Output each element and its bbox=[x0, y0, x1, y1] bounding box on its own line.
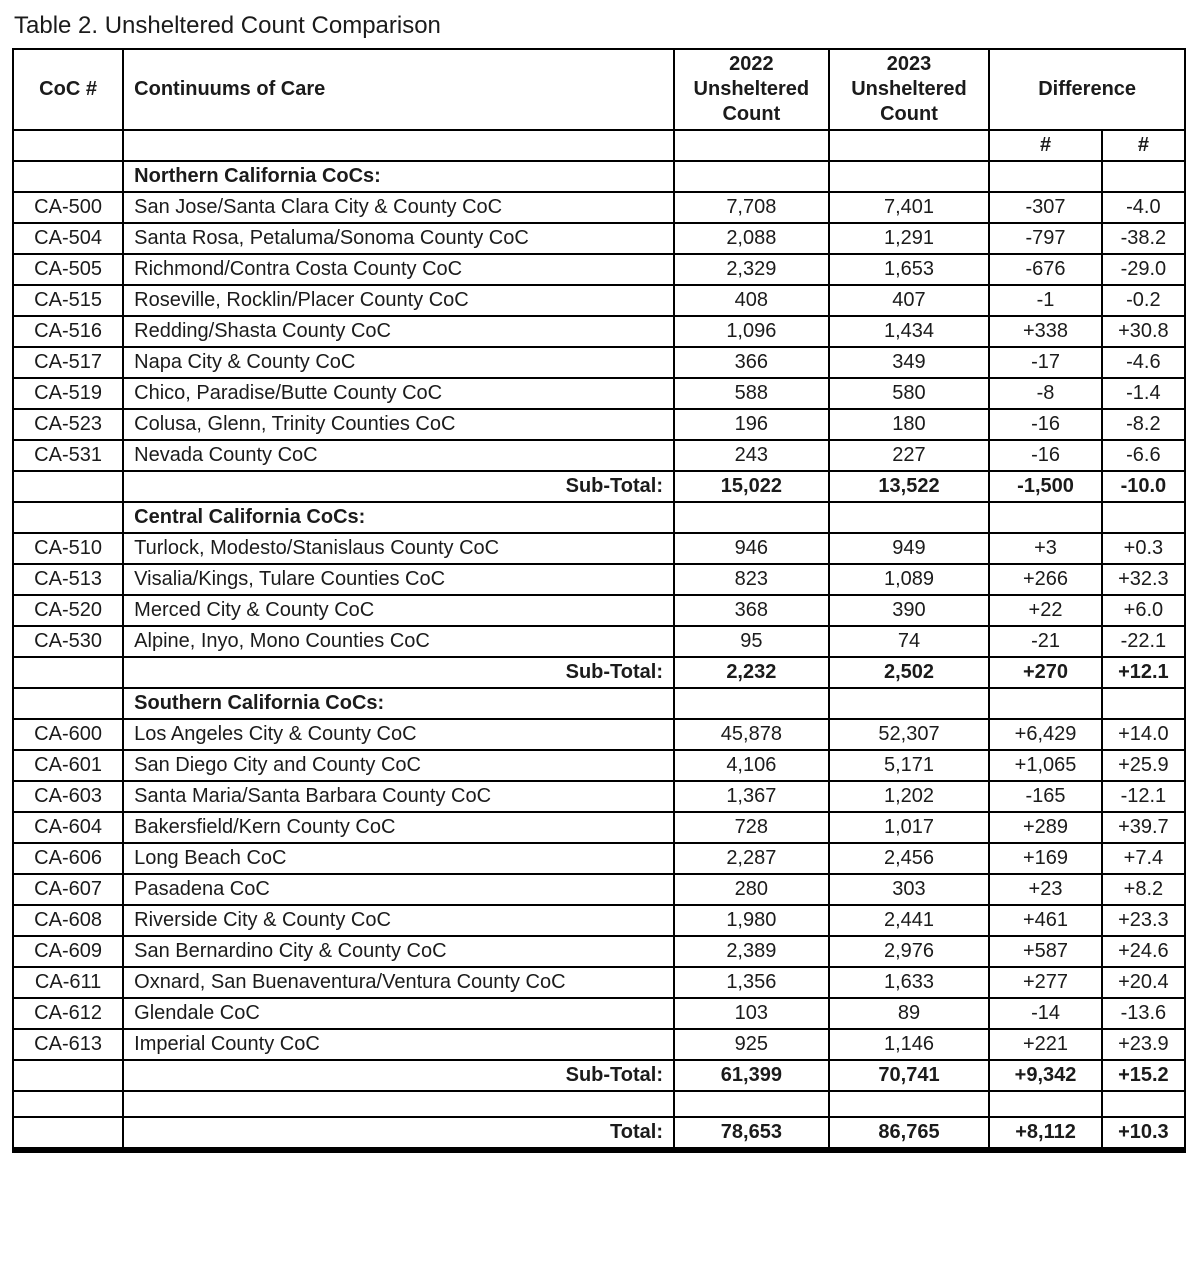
table-cell: 196 bbox=[674, 409, 829, 440]
table-cell: CA-611 bbox=[13, 967, 123, 998]
table-cell: +221 bbox=[989, 1029, 1102, 1060]
table-cell: +9,342 bbox=[989, 1060, 1102, 1091]
unsheltered-count-table bbox=[12, 48, 1186, 1153]
table-cell: Chico, Paradise/Butte County CoC bbox=[123, 378, 674, 409]
table-row bbox=[13, 1029, 1185, 1060]
table-cell: CA-530 bbox=[13, 626, 123, 657]
table-cell: CA-515 bbox=[13, 285, 123, 316]
table-cell: 95 bbox=[674, 626, 829, 657]
table-cell: 588 bbox=[674, 378, 829, 409]
table-cell: -12.1 bbox=[1102, 781, 1185, 812]
table-cell: 74 bbox=[829, 626, 990, 657]
table-cell: Santa Maria/Santa Barbara County CoC bbox=[123, 781, 674, 812]
table-cell: 2,441 bbox=[829, 905, 990, 936]
table-cell: CA-601 bbox=[13, 750, 123, 781]
table-row bbox=[13, 1117, 1185, 1150]
table-cell bbox=[13, 1060, 123, 1091]
table-cell bbox=[13, 688, 123, 719]
table-cell: Redding/Shasta County CoC bbox=[123, 316, 674, 347]
table-cell: +20.4 bbox=[1102, 967, 1185, 998]
table-cell: -165 bbox=[989, 781, 1102, 812]
table-cell: CA-607 bbox=[13, 874, 123, 905]
table-cell: 61,399 bbox=[674, 1060, 829, 1091]
table-cell: Colusa, Glenn, Trinity Counties CoC bbox=[123, 409, 674, 440]
table-cell: -14 bbox=[989, 998, 1102, 1029]
table-cell bbox=[989, 502, 1102, 533]
table-cell: +22 bbox=[989, 595, 1102, 626]
table-cell: 1,017 bbox=[829, 812, 990, 843]
table-cell: 7,401 bbox=[829, 192, 990, 223]
table-cell: 280 bbox=[674, 874, 829, 905]
table-cell: 2,456 bbox=[829, 843, 990, 874]
table-cell bbox=[1102, 1091, 1185, 1117]
table-cell: 2,329 bbox=[674, 254, 829, 285]
table-row bbox=[13, 1091, 1185, 1117]
table-row bbox=[13, 564, 1185, 595]
table-cell: 1,653 bbox=[829, 254, 990, 285]
table-cell: -0.2 bbox=[1102, 285, 1185, 316]
table-row bbox=[13, 471, 1185, 502]
subheader-diff-pct: # bbox=[1102, 130, 1185, 161]
table-cell: 243 bbox=[674, 440, 829, 471]
table-cell: -21 bbox=[989, 626, 1102, 657]
table-cell: CA-520 bbox=[13, 595, 123, 626]
table-cell: +14.0 bbox=[1102, 719, 1185, 750]
table-cell: +7.4 bbox=[1102, 843, 1185, 874]
table-cell: Bakersfield/Kern County CoC bbox=[123, 812, 674, 843]
table-cell: +169 bbox=[989, 843, 1102, 874]
table-cell: 925 bbox=[674, 1029, 829, 1060]
table-cell: +3 bbox=[989, 533, 1102, 564]
table-cell: Sub-Total: bbox=[123, 1060, 674, 1091]
subheader-empty bbox=[674, 130, 829, 161]
table-cell: 1,291 bbox=[829, 223, 990, 254]
table-cell: +587 bbox=[989, 936, 1102, 967]
table-cell: 13,522 bbox=[829, 471, 990, 502]
table-row bbox=[13, 285, 1185, 316]
table-row bbox=[13, 905, 1185, 936]
table-row bbox=[13, 1060, 1185, 1091]
table-row bbox=[13, 316, 1185, 347]
table-cell: +39.7 bbox=[1102, 812, 1185, 843]
table-row bbox=[13, 223, 1185, 254]
table-row bbox=[13, 378, 1185, 409]
table-cell bbox=[13, 1091, 123, 1117]
table-cell: 2,502 bbox=[829, 657, 990, 688]
table-cell: 5,171 bbox=[829, 750, 990, 781]
table-cell: -13.6 bbox=[1102, 998, 1185, 1029]
table-cell: CA-600 bbox=[13, 719, 123, 750]
col-header-difference: Difference bbox=[989, 49, 1185, 130]
table-cell: Imperial County CoC bbox=[123, 1029, 674, 1060]
table-cell: -6.6 bbox=[1102, 440, 1185, 471]
table-header bbox=[13, 49, 1185, 161]
table-cell: -38.2 bbox=[1102, 223, 1185, 254]
table-cell: 303 bbox=[829, 874, 990, 905]
table-cell: 1,356 bbox=[674, 967, 829, 998]
subheader-empty bbox=[123, 130, 674, 161]
table-cell: -797 bbox=[989, 223, 1102, 254]
table-row bbox=[13, 998, 1185, 1029]
table-cell: CA-604 bbox=[13, 812, 123, 843]
table-cell: 2,287 bbox=[674, 843, 829, 874]
table-cell bbox=[123, 1091, 674, 1117]
table-cell: -307 bbox=[989, 192, 1102, 223]
table-cell: CA-516 bbox=[13, 316, 123, 347]
table-cell: 15,022 bbox=[674, 471, 829, 502]
table-cell: San Jose/Santa Clara City & County CoC bbox=[123, 192, 674, 223]
table-cell: Los Angeles City & County CoC bbox=[123, 719, 674, 750]
table-cell: 1,367 bbox=[674, 781, 829, 812]
table-cell: 368 bbox=[674, 595, 829, 626]
table-row bbox=[13, 874, 1185, 905]
table-cell: 4,106 bbox=[674, 750, 829, 781]
table-cell: -1.4 bbox=[1102, 378, 1185, 409]
table-cell: +277 bbox=[989, 967, 1102, 998]
table-cell: CA-500 bbox=[13, 192, 123, 223]
col-header-coc: CoC # bbox=[13, 49, 123, 130]
table-cell: 2,232 bbox=[674, 657, 829, 688]
subheader-diff-num: # bbox=[989, 130, 1102, 161]
table-cell: 78,653 bbox=[674, 1117, 829, 1150]
table-cell: +270 bbox=[989, 657, 1102, 688]
table-cell: San Diego City and County CoC bbox=[123, 750, 674, 781]
table-cell: 45,878 bbox=[674, 719, 829, 750]
table-cell: Merced City & County CoC bbox=[123, 595, 674, 626]
table-cell: 52,307 bbox=[829, 719, 990, 750]
table-cell: Central California CoCs: bbox=[123, 502, 674, 533]
table-cell: -16 bbox=[989, 409, 1102, 440]
table-cell: 70,741 bbox=[829, 1060, 990, 1091]
table-cell bbox=[829, 161, 990, 192]
table-row bbox=[13, 688, 1185, 719]
table-cell: 2,088 bbox=[674, 223, 829, 254]
table-cell: 1,633 bbox=[829, 967, 990, 998]
table-cell: Northern California CoCs: bbox=[123, 161, 674, 192]
table-cell: 89 bbox=[829, 998, 990, 1029]
table-cell bbox=[674, 502, 829, 533]
table-cell: CA-531 bbox=[13, 440, 123, 471]
table-cell: 1,096 bbox=[674, 316, 829, 347]
table-cell: 823 bbox=[674, 564, 829, 595]
table-cell: 366 bbox=[674, 347, 829, 378]
table-cell bbox=[13, 502, 123, 533]
table-row bbox=[13, 657, 1185, 688]
table-cell: -29.0 bbox=[1102, 254, 1185, 285]
table-cell: Richmond/Contra Costa County CoC bbox=[123, 254, 674, 285]
table-cell: +24.6 bbox=[1102, 936, 1185, 967]
table-row bbox=[13, 967, 1185, 998]
table-cell: 2,976 bbox=[829, 936, 990, 967]
table-cell: 949 bbox=[829, 533, 990, 564]
table-row bbox=[13, 843, 1185, 874]
table-cell bbox=[829, 502, 990, 533]
table-cell: -16 bbox=[989, 440, 1102, 471]
table-row bbox=[13, 409, 1185, 440]
table-cell: 390 bbox=[829, 595, 990, 626]
table-cell: +12.1 bbox=[1102, 657, 1185, 688]
table-cell: CA-523 bbox=[13, 409, 123, 440]
table-row bbox=[13, 750, 1185, 781]
table-cell bbox=[674, 688, 829, 719]
table-cell: Visalia/Kings, Tulare Counties CoC bbox=[123, 564, 674, 595]
table-cell: 1,434 bbox=[829, 316, 990, 347]
table-row bbox=[13, 812, 1185, 843]
table-row bbox=[13, 781, 1185, 812]
table-cell: Roseville, Rocklin/Placer County CoC bbox=[123, 285, 674, 316]
table-cell: 103 bbox=[674, 998, 829, 1029]
table-cell: CA-612 bbox=[13, 998, 123, 1029]
table-cell bbox=[829, 1091, 990, 1117]
table-cell: Napa City & County CoC bbox=[123, 347, 674, 378]
table-cell: 1,202 bbox=[829, 781, 990, 812]
table-cell: -10.0 bbox=[1102, 471, 1185, 502]
table-row bbox=[13, 502, 1185, 533]
table-cell: +32.3 bbox=[1102, 564, 1185, 595]
table-cell: 227 bbox=[829, 440, 990, 471]
table-cell: -8 bbox=[989, 378, 1102, 409]
table-row bbox=[13, 936, 1185, 967]
table-cell: +23 bbox=[989, 874, 1102, 905]
table-cell: 946 bbox=[674, 533, 829, 564]
table-cell: CA-606 bbox=[13, 843, 123, 874]
table-cell: +338 bbox=[989, 316, 1102, 347]
table-cell: -22.1 bbox=[1102, 626, 1185, 657]
table-cell: +30.8 bbox=[1102, 316, 1185, 347]
table-cell bbox=[13, 657, 123, 688]
table-cell: Nevada County CoC bbox=[123, 440, 674, 471]
table-cell: CA-517 bbox=[13, 347, 123, 378]
table-cell bbox=[989, 688, 1102, 719]
table-cell: 86,765 bbox=[829, 1117, 990, 1150]
table-cell: CA-603 bbox=[13, 781, 123, 812]
table-cell: San Bernardino City & County CoC bbox=[123, 936, 674, 967]
table-cell: -676 bbox=[989, 254, 1102, 285]
table-cell: +6,429 bbox=[989, 719, 1102, 750]
table-cell: +15.2 bbox=[1102, 1060, 1185, 1091]
table-cell: 1,980 bbox=[674, 905, 829, 936]
subheader-empty bbox=[829, 130, 990, 161]
table-cell bbox=[989, 161, 1102, 192]
table-cell: +8,112 bbox=[989, 1117, 1102, 1150]
table-row bbox=[13, 626, 1185, 657]
table-cell: Turlock, Modesto/Stanislaus County CoC bbox=[123, 533, 674, 564]
table-cell: 180 bbox=[829, 409, 990, 440]
table-cell: CA-510 bbox=[13, 533, 123, 564]
table-cell bbox=[13, 161, 123, 192]
table-cell: 408 bbox=[674, 285, 829, 316]
table-row bbox=[13, 347, 1185, 378]
table-cell: +23.9 bbox=[1102, 1029, 1185, 1060]
table-cell: Oxnard, San Buenaventura/Ventura County CoC bbox=[123, 967, 674, 998]
table-cell: Alpine, Inyo, Mono Counties CoC bbox=[123, 626, 674, 657]
table-cell: 1,089 bbox=[829, 564, 990, 595]
table-row bbox=[13, 254, 1185, 285]
table-row bbox=[13, 192, 1185, 223]
table-cell: -1 bbox=[989, 285, 1102, 316]
header-row bbox=[13, 49, 1185, 130]
table-cell bbox=[989, 1091, 1102, 1117]
table-cell: +0.3 bbox=[1102, 533, 1185, 564]
table-cell: CA-513 bbox=[13, 564, 123, 595]
table-cell: Riverside City & County CoC bbox=[123, 905, 674, 936]
table-cell: 349 bbox=[829, 347, 990, 378]
table-cell: +8.2 bbox=[1102, 874, 1185, 905]
table-cell: +289 bbox=[989, 812, 1102, 843]
table-row bbox=[13, 719, 1185, 750]
table-cell: CA-613 bbox=[13, 1029, 123, 1060]
table-cell: +10.3 bbox=[1102, 1117, 1185, 1150]
subheader-row bbox=[13, 130, 1185, 161]
table-cell bbox=[674, 161, 829, 192]
table-cell: -8.2 bbox=[1102, 409, 1185, 440]
col-header-name: Continuums of Care bbox=[123, 49, 674, 130]
table-cell: +266 bbox=[989, 564, 1102, 595]
subheader-empty bbox=[13, 130, 123, 161]
table-cell: Glendale CoC bbox=[123, 998, 674, 1029]
table-cell: -17 bbox=[989, 347, 1102, 378]
table-cell bbox=[1102, 502, 1185, 533]
table-row bbox=[13, 533, 1185, 564]
table-cell: +1,065 bbox=[989, 750, 1102, 781]
table-cell: +25.9 bbox=[1102, 750, 1185, 781]
table-cell: -4.0 bbox=[1102, 192, 1185, 223]
col-header-2022: 2022 Unsheltered Count bbox=[674, 49, 829, 130]
table-cell: +23.3 bbox=[1102, 905, 1185, 936]
table-cell: Southern California CoCs: bbox=[123, 688, 674, 719]
table-cell: -4.6 bbox=[1102, 347, 1185, 378]
table-cell: Long Beach CoC bbox=[123, 843, 674, 874]
table-cell bbox=[829, 688, 990, 719]
table-cell bbox=[13, 1117, 123, 1150]
table-cell: -1,500 bbox=[989, 471, 1102, 502]
table-cell: CA-608 bbox=[13, 905, 123, 936]
table-cell bbox=[674, 1091, 829, 1117]
table-cell: 728 bbox=[674, 812, 829, 843]
table-cell: Sub-Total: bbox=[123, 471, 674, 502]
col-header-2023: 2023 Unsheltered Count bbox=[829, 49, 990, 130]
table-cell: +6.0 bbox=[1102, 595, 1185, 626]
table-cell: 1,146 bbox=[829, 1029, 990, 1060]
table-cell: 407 bbox=[829, 285, 990, 316]
table-cell: 2,389 bbox=[674, 936, 829, 967]
table-cell: Sub-Total: bbox=[123, 657, 674, 688]
table-cell: CA-519 bbox=[13, 378, 123, 409]
table-body bbox=[13, 161, 1185, 1150]
table-row bbox=[13, 595, 1185, 626]
table-cell bbox=[1102, 161, 1185, 192]
table-cell: 580 bbox=[829, 378, 990, 409]
table-cell: Pasadena CoC bbox=[123, 874, 674, 905]
table-cell: Total: bbox=[123, 1117, 674, 1150]
table-row bbox=[13, 161, 1185, 192]
table-cell: CA-609 bbox=[13, 936, 123, 967]
table-cell: CA-504 bbox=[13, 223, 123, 254]
page-title: Table 2. Unsheltered Count Comparison bbox=[14, 12, 441, 39]
table-row bbox=[13, 440, 1185, 471]
table-cell bbox=[1102, 688, 1185, 719]
table-cell: 7,708 bbox=[674, 192, 829, 223]
table-cell bbox=[13, 471, 123, 502]
table-cell: CA-505 bbox=[13, 254, 123, 285]
table-cell: +461 bbox=[989, 905, 1102, 936]
table-cell: Santa Rosa, Petaluma/Sonoma County CoC bbox=[123, 223, 674, 254]
